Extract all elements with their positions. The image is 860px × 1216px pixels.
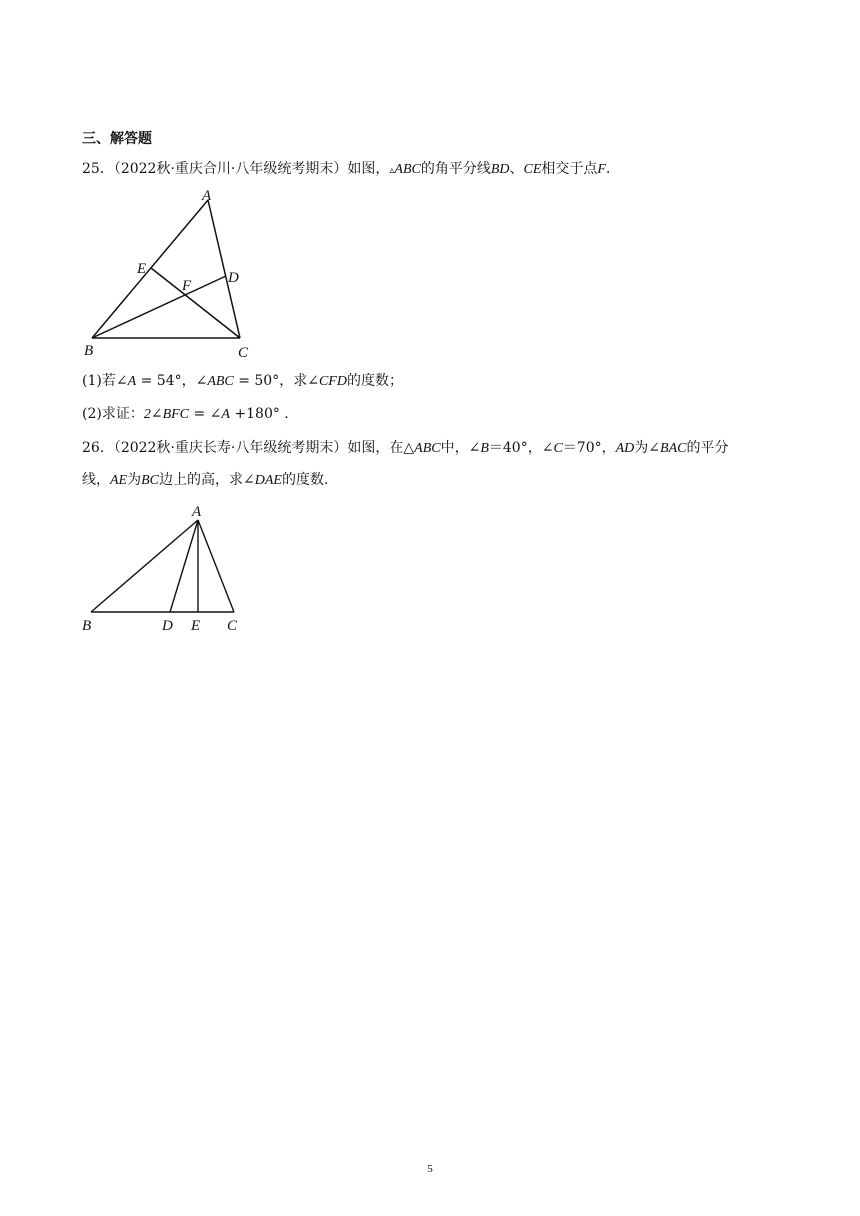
label-f: F <box>182 278 192 294</box>
q25-lhs: 2∠BFC <box>143 407 190 422</box>
q26-text: 的平分 <box>686 440 729 456</box>
q25-f: F <box>597 162 606 177</box>
q26-bc: BC <box>141 473 159 488</box>
label-e: E <box>191 618 201 634</box>
q26-text: 如图，在△ <box>347 440 415 456</box>
q25-text: = 54°， <box>136 373 196 389</box>
label-d: D <box>162 618 173 634</box>
q25-bd: BD <box>490 162 510 177</box>
q26-dae: DAE <box>254 473 282 488</box>
section-title: 三、解答题 <box>82 131 152 147</box>
q25-text: 、 <box>509 161 524 177</box>
q26-text: 的度数. <box>281 472 329 488</box>
side-ab <box>92 200 208 338</box>
q25-source: （2022秋·重庆合川·八年级统考期末） <box>113 161 348 177</box>
q25-stem <box>82 159 620 181</box>
q25-rhs: ∠A <box>209 407 230 422</box>
q26-ae: AE <box>110 473 128 488</box>
q26-bac: BAC <box>660 441 687 456</box>
q26-figure <box>80 500 250 636</box>
q25-figure <box>80 186 260 362</box>
q25-text: = <box>189 406 210 422</box>
q26-text: 中，∠ <box>440 440 481 456</box>
label-a: A <box>192 504 202 520</box>
q26-source: （2022秋·重庆长寿·八年级统考期末） <box>113 440 348 456</box>
label-b: B <box>82 618 92 634</box>
side-ac <box>198 520 234 612</box>
q26-figure-lines <box>91 520 234 612</box>
q25-part1 <box>82 371 403 392</box>
q26-text: 为∠ <box>634 440 661 456</box>
q26-text: 为 <box>127 472 142 488</box>
q26-text: ＝40°，∠ <box>488 440 554 456</box>
label-c: C <box>238 345 249 361</box>
q26-ad: AD <box>615 441 635 456</box>
q26-stem-line2 <box>82 470 328 491</box>
q26-text: 线， <box>82 472 110 488</box>
q26-c: C <box>553 441 563 456</box>
q25-text: 如图， <box>347 161 390 177</box>
bisector-bd <box>92 276 226 338</box>
q25-text: 的度数； <box>346 373 403 389</box>
q25-figure-lines <box>92 200 240 338</box>
q25-text: 的角平分线 <box>420 161 491 177</box>
triangle-symbol: ▵ <box>389 165 395 176</box>
q26-text: 边上的高，求∠ <box>159 472 255 488</box>
q25-angle-a: ∠A <box>115 374 137 389</box>
q26-text: ＝70°， <box>562 440 616 456</box>
q25-part1-prefix: (1)若 <box>82 373 116 389</box>
q25-angle-abc: ∠ABC <box>195 374 234 389</box>
q25-number: 25． <box>82 161 114 177</box>
label-a: A <box>202 188 212 204</box>
q26-abc: ABC <box>414 441 441 456</box>
q25-text: 相交于点 <box>541 161 598 177</box>
label-e: E <box>137 261 147 277</box>
q25-text: ． <box>605 161 620 177</box>
q26-stem-line1 <box>82 438 728 459</box>
q25-ce: CE <box>523 162 542 177</box>
side-ab <box>91 520 198 612</box>
q25-text: +180° . <box>229 406 289 422</box>
label-d: D <box>228 270 239 286</box>
q25-text: = 50°，求 <box>233 373 308 389</box>
q25-angle-cfd: ∠CFD <box>307 374 347 389</box>
label-b: B <box>84 343 94 359</box>
q26-b: B <box>480 441 489 456</box>
q25-abc: ABC <box>394 162 421 177</box>
q26-number: 26． <box>82 440 114 456</box>
q25-part2 <box>82 404 289 425</box>
page-number: 5 <box>427 1163 433 1175</box>
q25-part2-prefix: (2)求证： <box>82 406 144 422</box>
label-c: C <box>227 618 238 634</box>
bisector-ad <box>170 520 198 612</box>
